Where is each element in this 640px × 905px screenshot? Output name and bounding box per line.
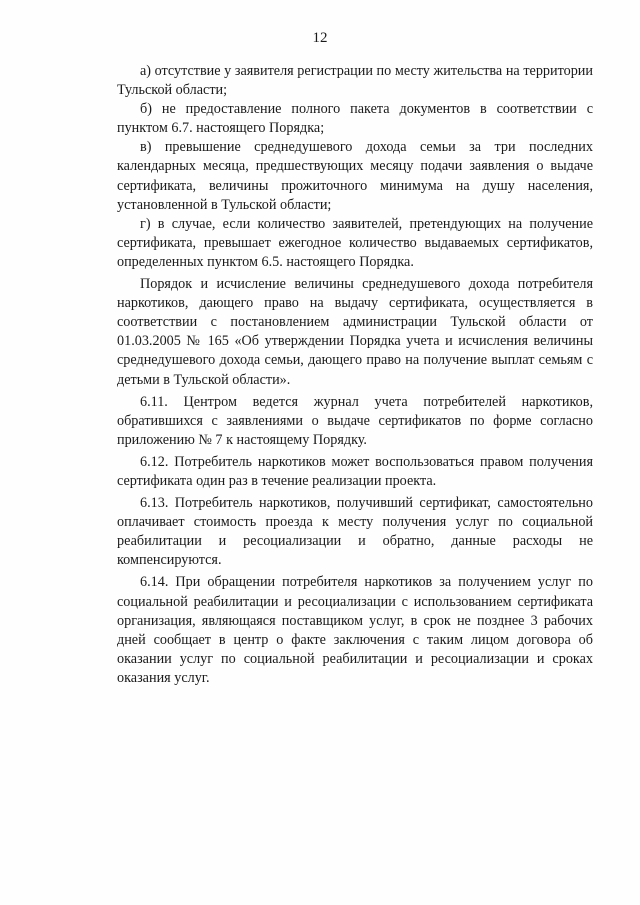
paragraph-g: г) в случае, если количество заявителей, претендующих на получение сертификата, превышает ежегодное количество выдаваемых сертификатов, определенных пунктом 6.5. настоящего Порядка. bbox=[117, 215, 593, 270]
paragraph-6-12: 6.12. Потребитель наркотиков может воспользоваться правом получения сертификата один раз в течение реализации проекта. bbox=[117, 453, 593, 489]
page-number: 12 bbox=[312, 30, 328, 46]
paragraph-v: в) превышение среднедушевого дохода семьи за три последних календарных месяца, предшествующих месяцу подачи заявления о выдаче сертификата, величины прожиточного минимума на душу населения, установленной в Тульской области; bbox=[117, 139, 593, 213]
paragraph-income-order: Порядок и исчисление величины среднедушевого дохода потребителя наркотиков, дающего право на выдачу сертификата, осуществляется в соответствии с постановлением администрации Тульской области от 01.03.2005 № 165 «Об утверждении Порядка учета и исчисления величины среднедушевого дохода семьи, дающего право на получение выплат семьям с детьми в Тульской области». bbox=[117, 276, 593, 388]
paragraph-6-14: 6.14. При обращении потребителя наркотиков за получением услуг по социальной реабилитации и ресоциализации с использованием сертификата организация, являющаяся поставщиком услуг, в срок не позднее 3 рабочих дней сообщает в центр о факте заключения с таким лицом договора об оказании услуг по социальной реабилитации и ресоциализации и сроках оказания услуг. bbox=[117, 574, 593, 686]
paragraph-a: а) отсутствие у заявителя регистрации по месту жительства на территории Тульской области; bbox=[117, 63, 593, 99]
paragraph-6-11: 6.11. Центром ведется журнал учета потребителей наркотиков, обратившихся с заявлениями о выдаче сертификатов по форме согласно приложению № 7 к настоящему Порядку. bbox=[117, 393, 593, 448]
paragraph-b: б) не предоставление полного пакета документов в соответствии с пунктом 6.7. настоящего Порядка; bbox=[117, 101, 593, 137]
paragraph-6-13: 6.13. Потребитель наркотиков, получивший сертификат, самостоятельно оплачивает стоимость проезда к месту получения услуг по социальной реабилитации и ресоциализации и обратно, данные расходы не компенсируются. bbox=[117, 495, 593, 569]
document-body bbox=[117, 62, 593, 688]
